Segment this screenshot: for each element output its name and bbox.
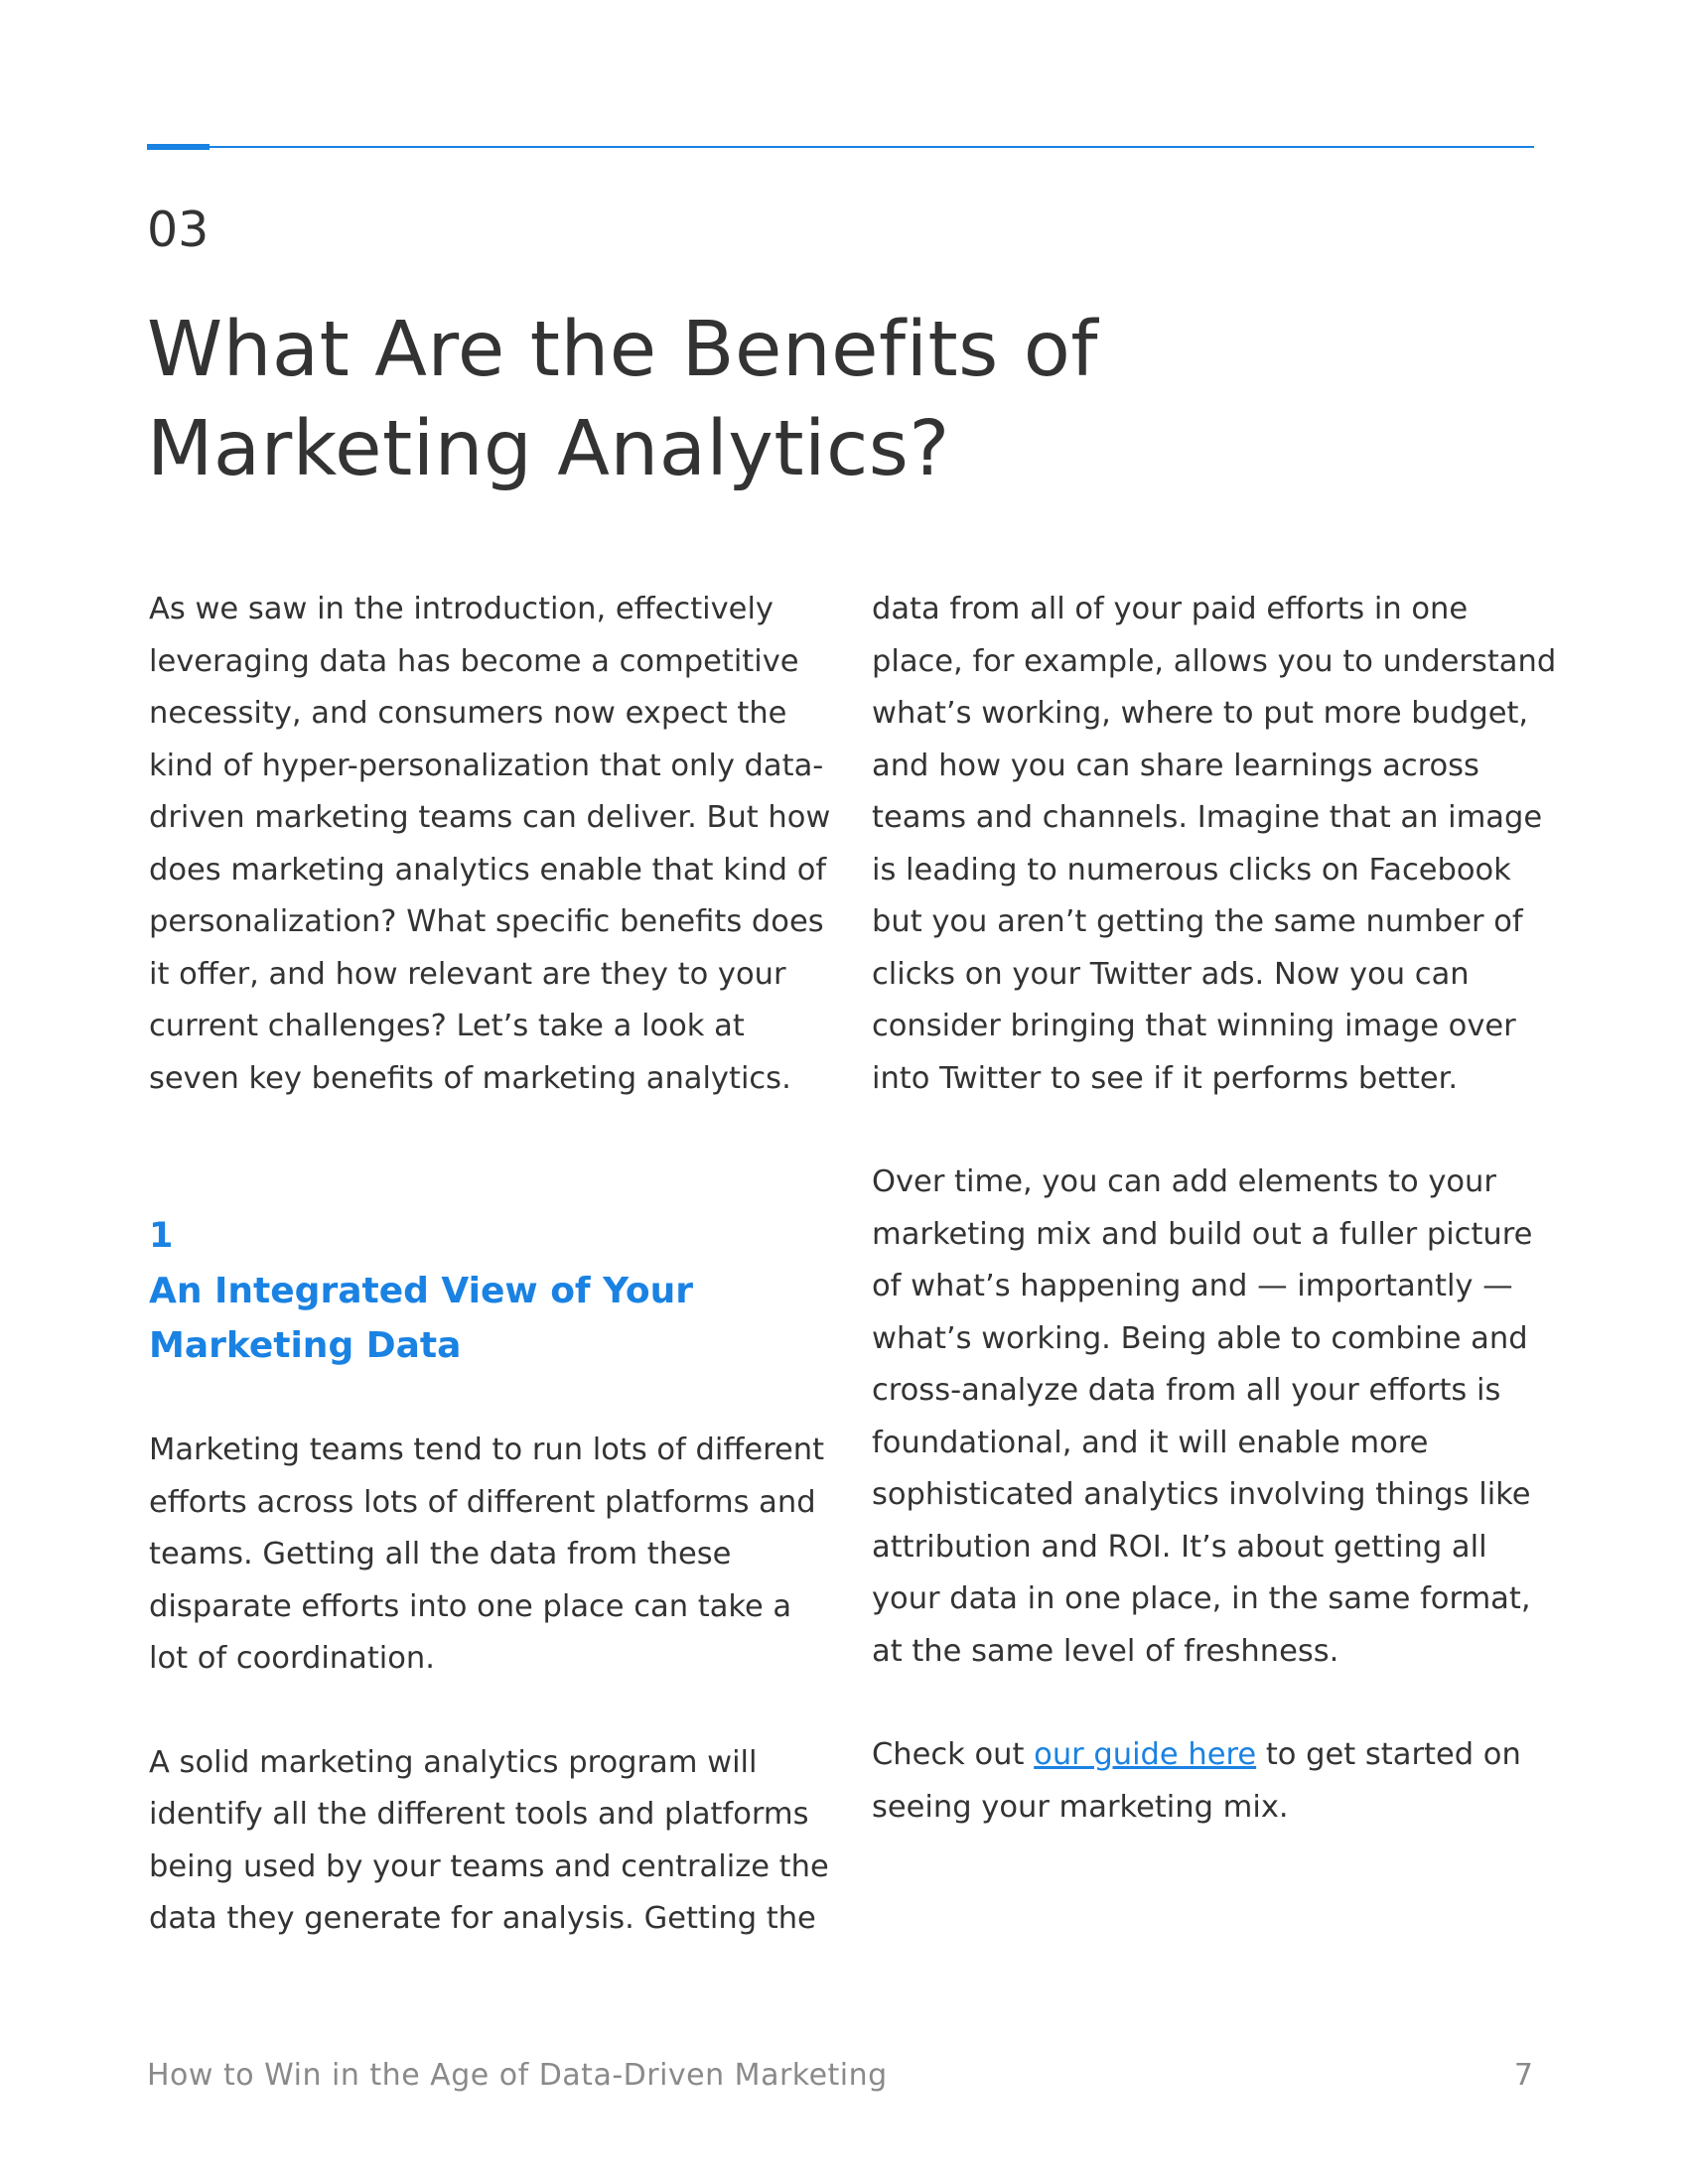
header-rule-accent: [147, 144, 210, 150]
cta-suffix: to get started on seeing your marketing mix.: [872, 1737, 1521, 1825]
continued-paragraph: data from all of your paid efforts in one place, for example, allows you to understand what’s working, where to put more budget, and how you can share learnings across teams and channels. Imagine that an image is leading to numerous clicks on Facebook but you aren’t getting the same number of clicks on your Twitter ads. Now you can consider bringing that winning image over into Twitter to see if it performs better.: [872, 592, 1557, 1096]
intro-paragraph: As we saw in the introduction, effectively leveraging data has become a competitive necessity, and consumers now expect the kind of hyper-personalization that only data-driven marketing teams can deliver. But how does marketing analytics enable that kind of personalization? What specific benefits does it offer, and how relevant are they to your current challenges? Let’s take a look at seven key benefits of marketing analytics.: [149, 592, 831, 1096]
cta-paragraph: [872, 1729, 1557, 1834]
marketing-mix-paragraph: Over time, you can add elements to your marketing mix and build out a fuller picture of what’s happening and — importantly — what’s working. Being able to combine and cross-analyze data from all your efforts is foundational, and it will enable more sophisticated analytics involving things like attribution and ROI. It’s about getting all your data in one place, in the same format, at the same level of freshness.: [872, 1164, 1533, 1669]
guide-link[interactable]: our guide here: [1034, 1737, 1257, 1772]
header-rule: [147, 146, 1534, 148]
section-paragraph-1: Marketing teams tend to run lots of different efforts across lots of different platforms and teams. Getting all the data from these disparate efforts into one place can take a lot of coordination.: [149, 1433, 825, 1676]
page-number: 7: [1513, 2058, 1533, 2093]
footer-document-title: How to Win in the Age of Data-Driven Marketing: [147, 2058, 888, 2093]
cta-prefix: Check out: [872, 1737, 1025, 1772]
section-paragraph-2: A solid marketing analytics program will identify all the different tools and platforms being used by your teams and centralize the data they generate for analysis. Getting the: [149, 1744, 829, 1936]
left-column: [149, 584, 834, 1946]
page-title: What Are the Benefits of Marketing Analytics?: [147, 306, 1098, 493]
section-title: An Integrated View of Your Marketing Data: [149, 1271, 693, 1366]
chapter-number: 03: [147, 202, 210, 258]
right-column: [872, 584, 1557, 1834]
section-number: 1: [149, 1216, 174, 1256]
